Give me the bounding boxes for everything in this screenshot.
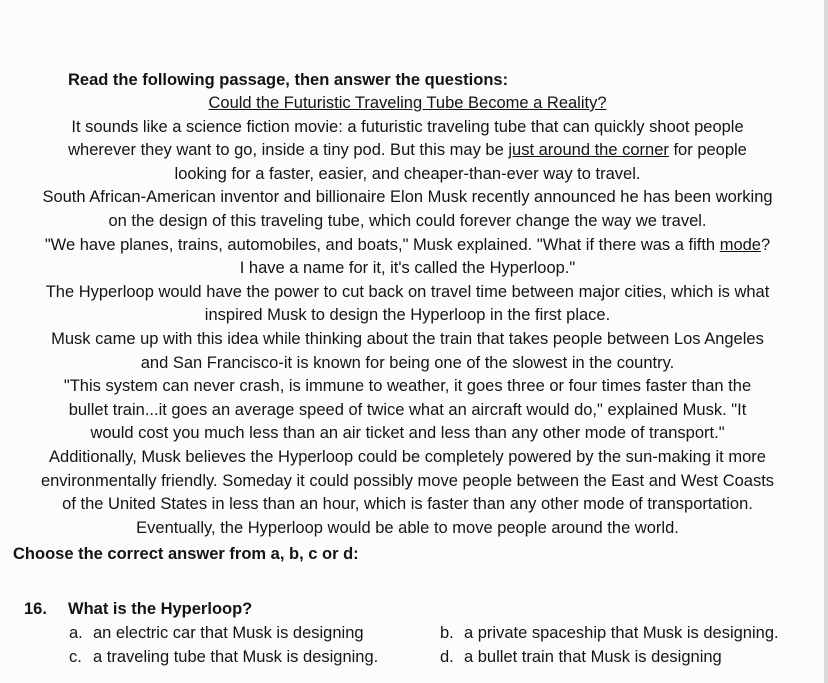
option-text: a bullet train that Musk is designing	[464, 648, 722, 666]
passage-line-part: "We have planes, trains, automobiles, and boats," Musk explained. "What if there was a fifth	[44, 235, 720, 254]
option-text: a private spaceship that Musk is designing.	[464, 624, 779, 642]
passage-line: The Hyperloop would have the power to cut back on travel time between major cities, which is what	[45, 282, 770, 301]
passage-line: South African-American inventor and billionaire Elon Musk recently announced he has been working	[42, 188, 773, 207]
passage-line: inspired Musk to design the Hyperloop in the first place.	[204, 306, 611, 325]
instruction-heading: Read the following passage, then answer the questions:	[68, 71, 509, 89]
question-number: 16.	[24, 600, 47, 618]
option-text: an electric car that Musk is designing	[93, 624, 364, 642]
passage-line: environmentally friendly. Someday it could possibly move people between the East and West Coasts	[40, 471, 775, 490]
passage-line: and San Francisco-it is known for being one of the slowest in the country.	[140, 353, 675, 372]
passage-line	[0, 139, 815, 163]
passage-line	[0, 234, 815, 258]
passage-line-part: wherever they want to go, inside a tiny pod. But this may be	[68, 141, 509, 160]
passage-line: It sounds like a science fiction movie: a futuristic traveling tube that can quickly shoot people	[71, 117, 744, 136]
passage-line: would cost you much less than an air ticket and less than any other mode of transport."	[90, 424, 725, 443]
passage-line: bullet train...it goes an average speed of twice what an aircraft would do," explained Musk. "It	[68, 400, 747, 419]
option-text: a traveling tube that Musk is designing.	[93, 648, 379, 666]
passage-line-part: for people	[668, 141, 747, 160]
passage-title	[0, 92, 815, 116]
option-letter: d.	[440, 648, 454, 666]
option-letter: a.	[69, 624, 83, 642]
option-d[interactable]	[440, 646, 722, 668]
page-edge-divider	[824, 0, 828, 683]
passage-line: on the design of this traveling tube, which could forever change the way we travel.	[108, 211, 707, 230]
underlined-phrase: just around the corner	[508, 141, 669, 160]
option-letter: b.	[440, 624, 454, 642]
passage-line: Eventually, the Hyperloop would be able to move people around the world.	[136, 518, 679, 537]
choose-instruction: Choose the correct answer from a, b, c or d:	[13, 545, 359, 563]
option-b[interactable]	[440, 622, 779, 644]
passage-line: "This system can never crash, is immune to weather, it goes three or four times faster than the	[63, 377, 752, 396]
passage-line: I have a name for it, it's called the Hyperloop."	[239, 259, 576, 278]
question-16	[24, 598, 252, 620]
passage-line: Musk came up with this idea while thinking about the train that takes people between Los Angeles	[51, 329, 764, 348]
question-text: What is the Hyperloop?	[68, 600, 253, 618]
option-c[interactable]	[69, 646, 378, 668]
passage-line: looking for a faster, easier, and cheaper-than-ever way to travel.	[174, 164, 641, 183]
passage	[0, 92, 815, 540]
option-a[interactable]	[69, 622, 364, 644]
underlined-word: mode	[719, 235, 761, 254]
option-letter: c.	[69, 648, 82, 666]
passage-line: of the United States in less than an hour, which is faster than any other mode of transportation.	[62, 495, 753, 514]
passage-line: Additionally, Musk believes the Hyperloop could be completely powered by the sun-making it more	[49, 447, 766, 466]
passage-title-text: Could the Futuristic Traveling Tube Become a Reality?	[208, 94, 607, 112]
passage-line-part: ?	[760, 235, 771, 254]
